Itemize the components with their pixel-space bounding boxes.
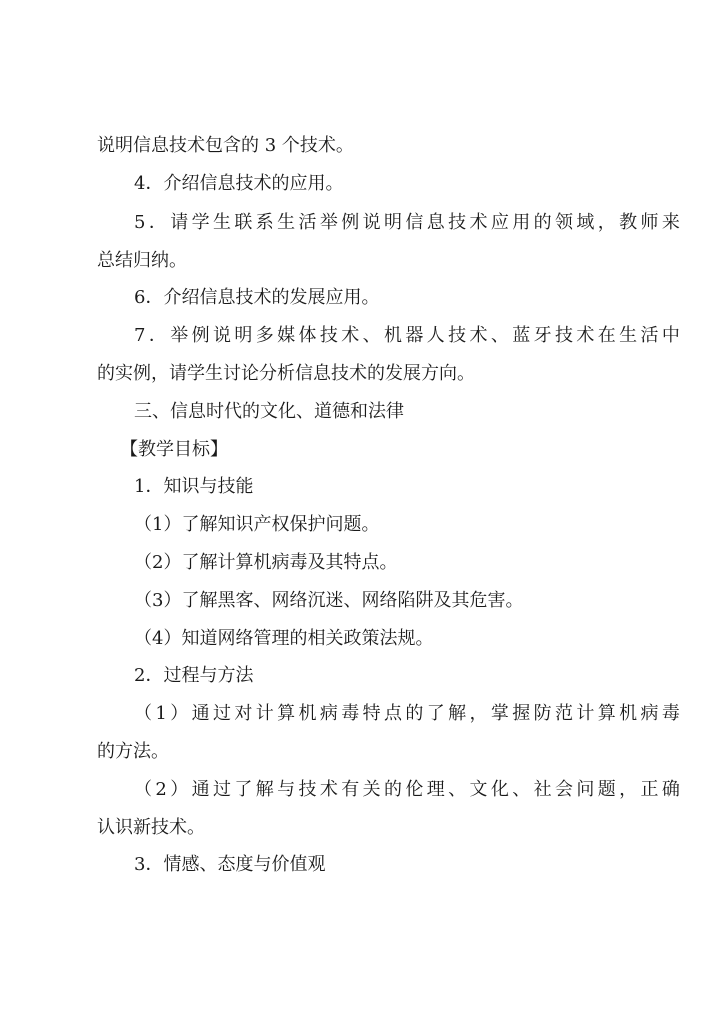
text-line: 4．介绍信息技术的应用。 — [134, 173, 344, 194]
text-line: 6．介绍信息技术的发展应用。 — [134, 287, 380, 308]
text-line: 认识新技术。 — [97, 817, 205, 838]
text-line: 3．情感、态度与价值观 — [134, 854, 326, 875]
text-line: （ 2 ） 通 过 了 解 与 技 术 有 关 的 伦 理 、 文 化 、 社 会 问 题 ， 正 确 — [134, 779, 680, 800]
text-line: 2．过程与方法 — [134, 665, 254, 686]
text-line: （1）了解知识产权保护问题。 — [134, 514, 380, 535]
text-line: 的方法。 — [97, 741, 169, 762]
text-line: 5 ． 请 学 生 联 系 生 活 举 例 说 明 信 息 技 术 应 用 的 领 域 ， 教 师 来 — [134, 212, 680, 233]
section-heading: 三、信息时代的文化、道德和法律 — [134, 401, 404, 422]
text-line: （3）了解黑客、网络沉迷、网络陷阱及其危害。 — [134, 590, 524, 611]
text-line: 说明信息技术包含的 3 个技术。 — [97, 135, 354, 156]
text-line: （ 1 ） 通 过 对 计 算 机 病 毒 特 点 的 了 解 ， 掌 握 防 范 计 算 机 病 毒 — [134, 703, 680, 724]
text-line: 1．知识与技能 — [134, 476, 254, 497]
text-line: （4）知道网络管理的相关政策法规。 — [134, 628, 434, 649]
subsection-heading: 【教学目标】 — [120, 439, 228, 460]
text-line: 的实例，请学生讨论分析信息技术的发展方向。 — [97, 363, 475, 384]
text-line: 总结归纳。 — [97, 250, 187, 271]
text-line: （2）了解计算机病毒及其特点。 — [134, 552, 398, 573]
text-line: 7 ． 举 例 说 明 多 媒 体 技 术 、 机 器 人 技 术 、 蓝 牙 技 术 在 生 活 中 — [134, 325, 680, 346]
